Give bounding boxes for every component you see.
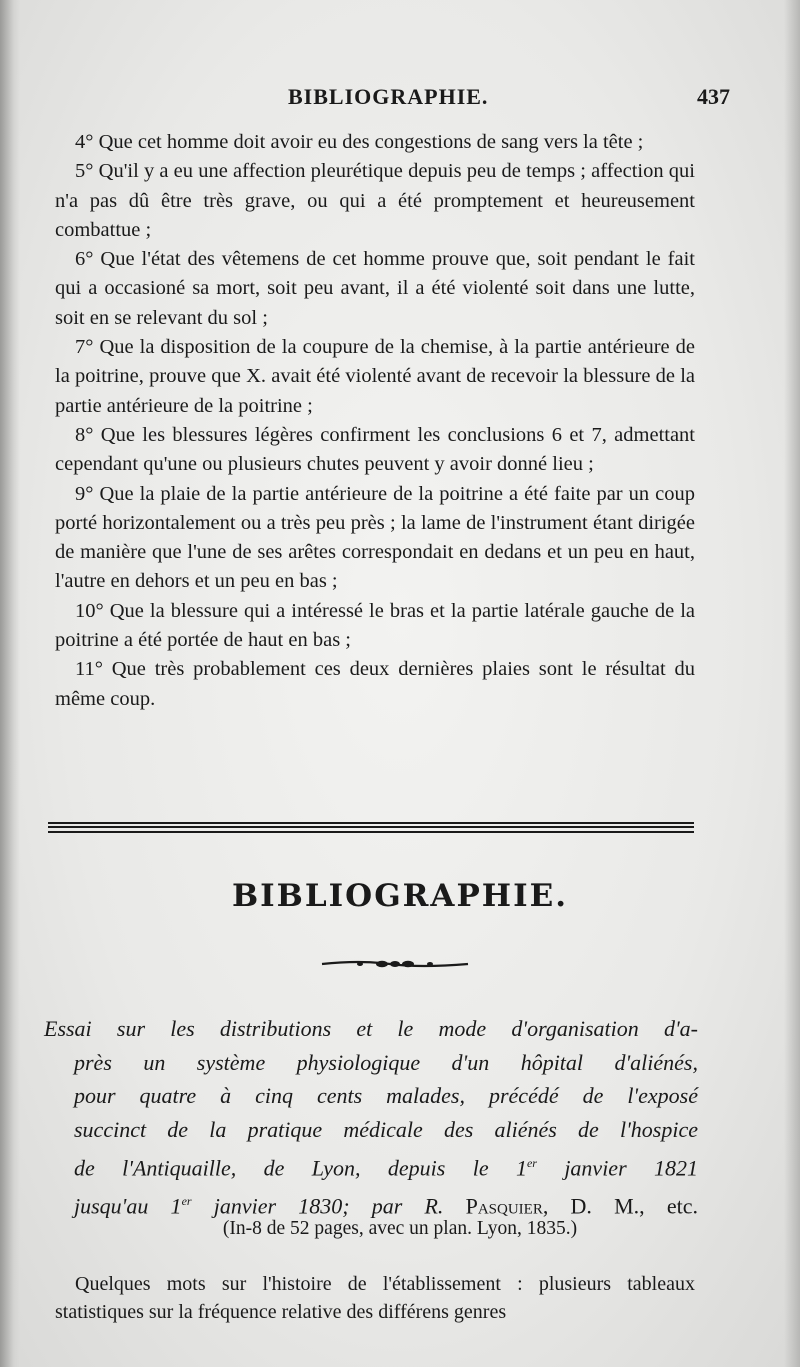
publication-details: (In-8 de 52 pages, avec un plan. Lyon, 1835.) bbox=[222, 1218, 578, 1239]
entry-text: janvier 1821 bbox=[536, 1155, 698, 1181]
entry-title-line bbox=[44, 1147, 698, 1185]
superscript: er bbox=[526, 1155, 537, 1170]
paragraph: 11° Que très probablement ces deux dernières plaies sont le résultat du même coup. bbox=[55, 658, 695, 710]
entry-text: , D. M., etc. bbox=[542, 1193, 698, 1219]
page-edge-shadow bbox=[784, 0, 800, 1367]
page-number: 437 bbox=[697, 84, 730, 109]
page-header bbox=[48, 84, 730, 124]
entry-text: jusqu'au 1 bbox=[74, 1193, 182, 1219]
entry-text: janvier 1830; par R. bbox=[191, 1193, 466, 1219]
entry-title-line: succinct de la pratique médicale des aliénés de l'hospice bbox=[74, 1117, 698, 1143]
divider-thick-line bbox=[48, 826, 694, 828]
entry-title-line: près un système physiologique d'un hôpital d'aliénés, bbox=[74, 1049, 698, 1075]
entry-title-line: Essai sur les distributions et le mode d'organisation d'a- bbox=[44, 1016, 698, 1041]
author-name: Pasquier bbox=[465, 1193, 543, 1219]
section-title: BIBLIOGRAPHIE. bbox=[231, 878, 569, 914]
paragraph: 8° Que les blessures légères confirment les conclusions 6 et 7, admettant cependant qu'une ou plusieurs chutes peuvent y avoir donné lieu ; bbox=[55, 423, 695, 476]
entry-title-line: pour quatre à cinq cents malades, précédé de l'exposé bbox=[74, 1083, 698, 1109]
paragraph: 6° Que l'état des vêtemens de cet homme prouve que, soit pendant le fait qui a occasioné sa mort, soit peu avant, il a été violenté soit dans une lutte, soit en se relevant du sol ; bbox=[55, 248, 695, 329]
entry-text: de l'Antiquaille, de Lyon, depuis le 1 bbox=[74, 1155, 527, 1181]
paragraph: 7° Que la disposition de la coupure de la chemise, à la partie antérieure de la poitrine, prouve que X. avait été violenté avant de recevoir la blessure de la partie antérieure de la poitrine ; bbox=[55, 336, 695, 417]
summary-text bbox=[55, 1270, 695, 1326]
section-divider-rule bbox=[48, 822, 694, 833]
bibliographic-entry bbox=[44, 1012, 698, 1223]
running-head: BIBLIOGRAPHIE. bbox=[288, 84, 489, 109]
superscript: er bbox=[181, 1193, 192, 1208]
paragraph: 5° Qu'il y a eu une affection pleurétique depuis peu de temps ; affection qui n'a pas dû être très grave, ou qui a été promptement et heureusement combattue ; bbox=[55, 160, 695, 241]
page-gutter-shadow bbox=[0, 0, 20, 1367]
paragraph: 9° Que la plaie de la partie antérieure de la poitrine a été faite par un coup porté horizontalement ou a très peu près ; la lame de l'instrument étant dirigée de manière que l'une de ses arêtes correspondait en dedans et un peu en haut, l'autre en dehors et un peu en bas ; bbox=[55, 482, 695, 593]
conclusions-text bbox=[55, 128, 695, 714]
paragraph: 10° Que la blessure qui a intéressé le bras et la partie latérale gauche de la poitrine a été portée de haut en bas ; bbox=[55, 599, 695, 652]
paragraph: 4° Que cet homme doit avoir eu des congestions de sang vers la tête ; bbox=[75, 131, 644, 153]
ornament-divider bbox=[320, 955, 470, 973]
paragraph: Quelques mots sur l'histoire de l'établissement : plusieurs tableaux statistiques sur la fréquence relative des différens genres bbox=[55, 1273, 695, 1323]
